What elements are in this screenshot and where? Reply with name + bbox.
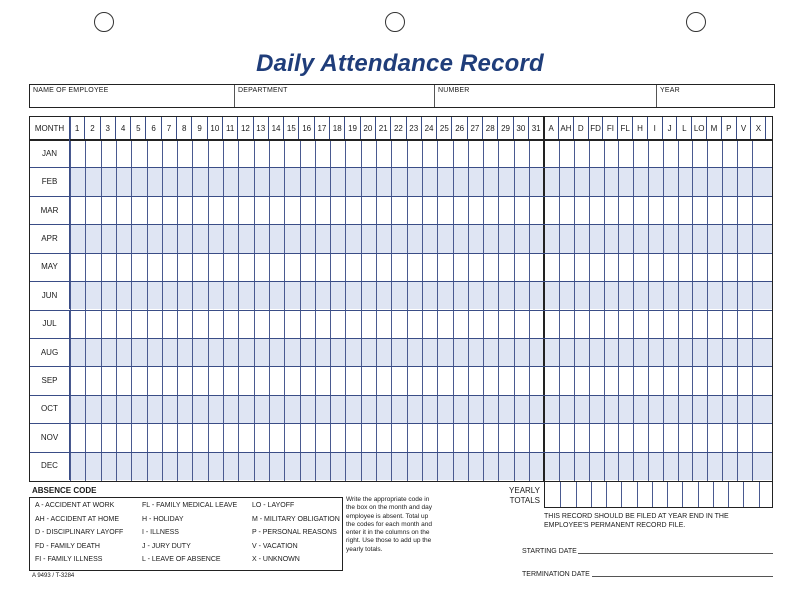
code-header: LO: [692, 117, 707, 139]
month-row[interactable]: [70, 281, 771, 309]
day-header: 25: [437, 117, 452, 139]
month-label-may: MAY: [30, 253, 70, 281]
totals-cell-divider: [743, 482, 744, 507]
absence-code-item: FI - FAMILY ILLNESS: [35, 556, 103, 563]
day-header: 27: [468, 117, 483, 139]
totals-cell-divider: [698, 482, 699, 507]
yearly-totals-label: YEARLY TOTALS: [509, 486, 540, 505]
code-header: A: [544, 117, 559, 139]
code-header: J: [663, 117, 678, 139]
employee-info-row: [29, 84, 775, 108]
month-row[interactable]: [70, 452, 771, 480]
totals-cell-divider: [637, 482, 638, 507]
absence-code-item: FD - FAMILY DEATH: [35, 542, 100, 550]
starting-date-line: [578, 553, 773, 554]
totals-cell-divider: [576, 482, 577, 507]
termination-date-label: TERMINATION DATE: [522, 571, 590, 578]
day-header: 31: [529, 117, 544, 139]
code-header: FL: [618, 117, 633, 139]
instructions-text: Write the appropriate code in the box on the month and day employee is absent. Total up the codes for each month and enter it in the columns on the right. Use those to add up the yearly totals.: [346, 496, 433, 553]
termination-date-line: [592, 576, 773, 577]
absence-code-item: I - ILLNESS: [142, 529, 179, 536]
absence-code-title: ABSENCE CODE: [32, 486, 97, 495]
code-header: AH: [559, 117, 574, 139]
code-header: I: [648, 117, 663, 139]
record-note: THIS RECORD SHOULD BE FILED AT YEAR END IN THE EMPLOYEE'S PERMANENT RECORD FILE.: [544, 513, 729, 529]
code-header: D: [574, 117, 589, 139]
day-header: 13: [254, 117, 269, 139]
day-header: 22: [391, 117, 406, 139]
day-header: 11: [223, 117, 238, 139]
day-header: 21: [376, 117, 391, 139]
totals-cell-divider: [652, 482, 653, 507]
day-header: 12: [238, 117, 253, 139]
month-row[interactable]: [70, 196, 771, 224]
month-row[interactable]: [70, 395, 771, 423]
code-header: X: [752, 117, 767, 139]
day-header: 28: [483, 117, 498, 139]
starting-date-field[interactable]: [522, 548, 773, 555]
month-label-apr: APR: [30, 224, 70, 252]
totals-cell-divider: [682, 482, 683, 507]
number-label: NUMBER: [438, 87, 470, 94]
starting-date-label: STARTING DATE: [522, 548, 577, 555]
number-field[interactable]: [434, 85, 656, 107]
code-header: L: [678, 117, 693, 139]
code-header: V: [737, 117, 752, 139]
month-row[interactable]: [70, 366, 771, 394]
month-label-oct: OCT: [30, 395, 70, 423]
form-number: A 9493 / T-3284: [32, 573, 75, 579]
day-header: 16: [300, 117, 315, 139]
code-header: P: [722, 117, 737, 139]
month-label-jul: JUL: [30, 310, 70, 338]
day-header: 15: [284, 117, 299, 139]
employee-name-field[interactable]: [30, 85, 234, 107]
code-header: M: [707, 117, 722, 139]
month-label-nov: NOV: [30, 423, 70, 451]
totals-cell-divider: [667, 482, 668, 507]
totals-cell-divider: [728, 482, 729, 507]
totals-cell-divider: [713, 482, 714, 507]
day-header: 3: [101, 117, 116, 139]
day-header: 8: [177, 117, 192, 139]
month-row[interactable]: [70, 253, 771, 281]
month-row[interactable]: [70, 224, 771, 252]
attendance-grid: [29, 116, 773, 482]
totals-cell-divider: [759, 482, 760, 507]
punch-hole-center: [385, 12, 405, 32]
month-row[interactable]: [70, 338, 771, 366]
totals-cell-divider: [560, 482, 561, 507]
absence-code-item: A - ACCIDENT AT WORK: [35, 502, 115, 509]
absence-code-item: LO - LAYOFF: [252, 502, 295, 509]
month-label-feb: FEB: [30, 167, 70, 195]
month-row[interactable]: [70, 310, 771, 338]
year-label: YEAR: [660, 87, 680, 94]
department-field[interactable]: [234, 85, 434, 107]
day-header: 5: [131, 117, 146, 139]
day-header: 14: [269, 117, 284, 139]
absence-code-item: X - UNKNOWN: [252, 556, 300, 563]
day-header: 2: [85, 117, 100, 139]
day-header: 20: [361, 117, 376, 139]
yearly-totals-row: [544, 482, 773, 508]
day-header: 19: [345, 117, 360, 139]
day-header: 30: [514, 117, 529, 139]
day-header: 1: [70, 117, 85, 139]
absence-code-item: L - LEAVE OF ABSENCE: [142, 556, 221, 563]
absence-code-item: J - JURY DUTY: [142, 542, 191, 550]
month-label-dec: DEC: [30, 452, 70, 480]
termination-date-field[interactable]: [522, 571, 773, 578]
month-label-jun: JUN: [30, 281, 70, 309]
absence-code-item: M - MILITARY OBLIGATION: [252, 515, 340, 523]
month-header: MONTH: [30, 117, 70, 139]
punch-hole-right: [686, 12, 706, 32]
punch-hole-left: [94, 12, 114, 32]
day-header: 6: [147, 117, 162, 139]
month-row[interactable]: [70, 139, 771, 167]
day-header: 29: [498, 117, 513, 139]
month-label-sep: SEP: [30, 366, 70, 394]
day-header: 18: [330, 117, 345, 139]
employee-name-label: NAME OF EMPLOYEE: [33, 87, 109, 94]
day-header: 23: [407, 117, 422, 139]
form-title: Daily Attendance Record: [256, 50, 544, 77]
month-row[interactable]: [70, 167, 771, 195]
totals-cell-divider: [591, 482, 592, 507]
absence-code-item: H - HOLIDAY: [142, 515, 184, 523]
absence-code-legend: [29, 497, 343, 571]
month-label-mar: MAR: [30, 196, 70, 224]
day-header: 9: [192, 117, 207, 139]
department-label: DEPARTMENT: [238, 87, 288, 94]
absence-code-item: V - VACATION: [252, 542, 298, 550]
totals-cell-divider: [606, 482, 607, 507]
code-header: H: [633, 117, 648, 139]
day-header: 7: [162, 117, 177, 139]
month-label-jan: JAN: [30, 139, 70, 167]
absence-code-item: AH - ACCIDENT AT HOME: [35, 515, 120, 523]
year-field[interactable]: [656, 85, 774, 107]
absence-code-item: D - DISCIPLINARY LAYOFF: [35, 529, 124, 536]
day-header: 24: [422, 117, 437, 139]
month-label-aug: AUG: [30, 338, 70, 366]
day-header: 26: [453, 117, 468, 139]
day-header: 10: [208, 117, 223, 139]
day-header: 17: [315, 117, 330, 139]
absence-code-item: P - PERSONAL REASONS: [252, 529, 337, 536]
month-row[interactable]: [70, 423, 771, 451]
code-header: FI: [604, 117, 619, 139]
absence-code-item: FL - FAMILY MEDICAL LEAVE: [142, 502, 238, 509]
day-header: 4: [116, 117, 131, 139]
code-header: FD: [589, 117, 604, 139]
totals-cell-divider: [621, 482, 622, 507]
